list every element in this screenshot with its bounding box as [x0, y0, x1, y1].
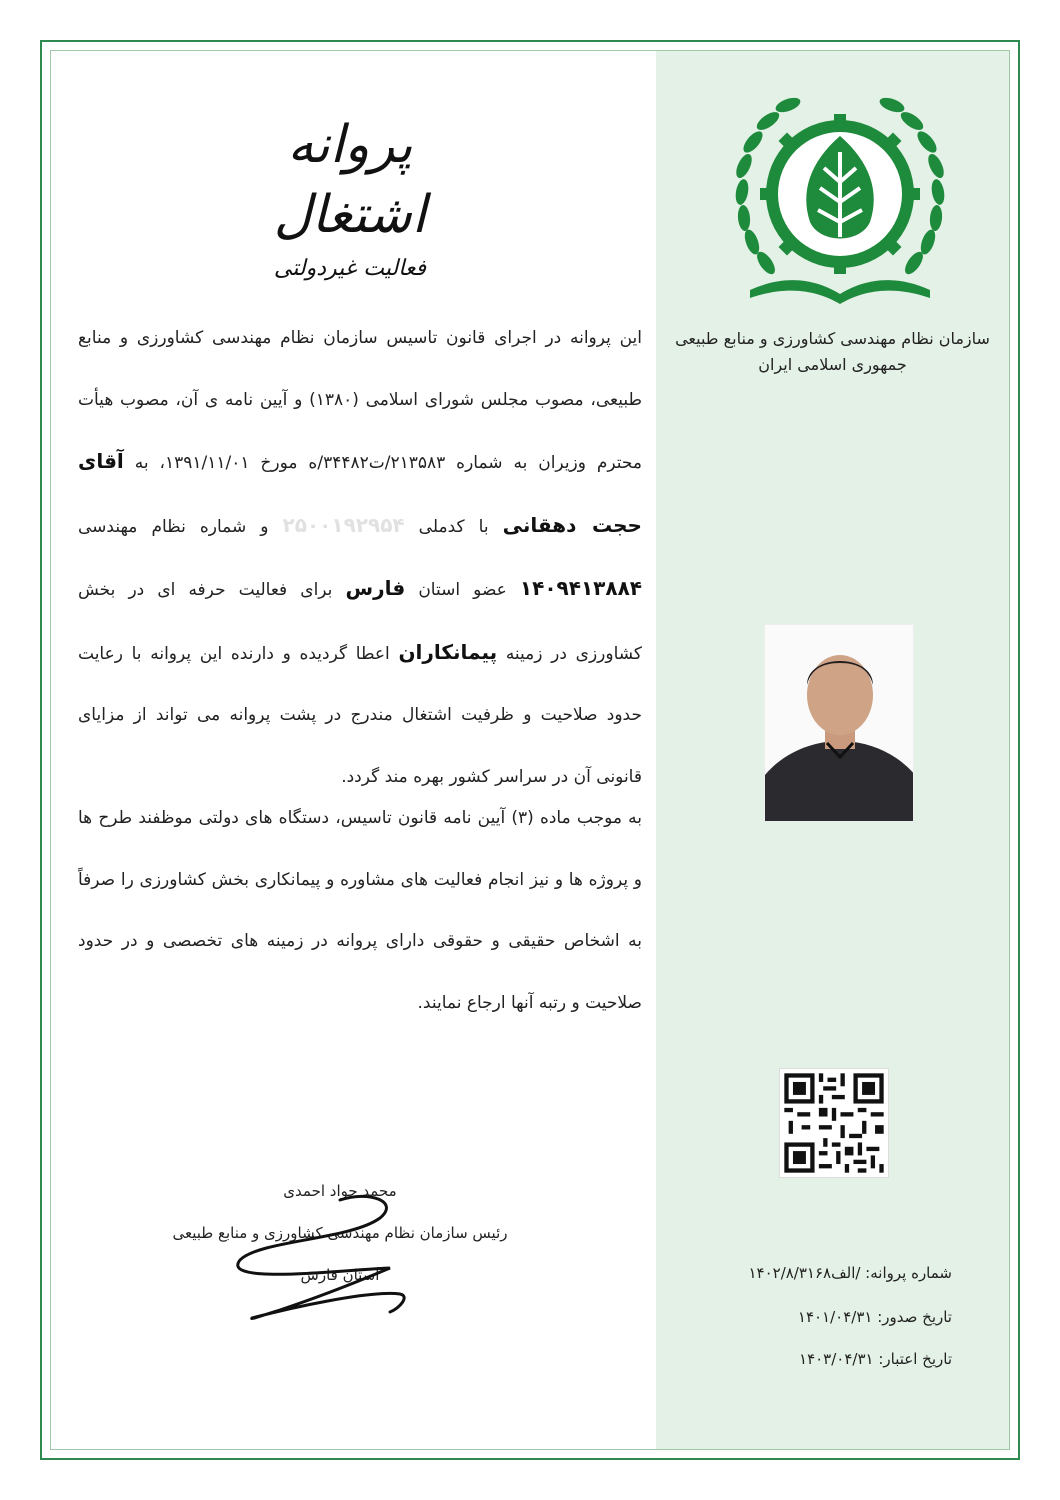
body-paragraph-1	[78, 308, 642, 808]
national-id: ۲۵۰۰۱۹۲۹۵۴	[282, 512, 405, 537]
organization-name-line2: جمهوری اسلامی ایران	[758, 355, 907, 374]
person-photo-icon	[765, 625, 914, 822]
title-block	[220, 110, 480, 286]
handwritten-signature	[200, 1190, 500, 1330]
body-text: و شماره نظام مهندسی	[78, 516, 269, 537]
signatory-province: استان فارس	[300, 1266, 380, 1284]
organization-name-line1: سازمان نظام مهندسی کشاورزی و منابع طبیعی	[675, 329, 990, 348]
body-text: این پروانه در اجرای قانون تاسیس سازمان نظام مهندسی کشاورزی و منابع طبیعی، مصوب مجلس شورای اسلامی (۱۳۸۰) و آیین نامه ی آن، مصوب هیأت محترم وزیران به شماره ۲۱۳۵۸۳/ت۳۴۴۸۲/ه مورخ ۱۳۹۱/۱۱/۰۱، به	[78, 328, 643, 473]
page-subtitle: فعالیت غیردولتی	[273, 256, 427, 281]
body-text: اعطا گردیده و دارنده این پروانه با رعایت حدود صلاحیت و ظرفیت اشتغال مندرج در پشت پروانه می تواند از مزایای قانونی آن در سراسر کشور بهره مند گردد.	[78, 643, 642, 787]
organization-name	[660, 326, 1005, 378]
engineering-number: ۱۴۰۹۴۱۳۸۸۴	[519, 576, 642, 600]
organization-logo	[720, 72, 960, 312]
holder-name: حجت دهقانی	[502, 512, 642, 537]
signatory-role: رئیس سازمان نظام مهندسی کشاورزی و منابع طبیعی	[172, 1224, 508, 1242]
province: فارس	[345, 576, 406, 600]
body-paragraph-2: به موجب ماده (۳) آیین نامه قانون تاسیس، دستگاه های دولتی موظفند طرح ها و پروژه ها و نیز انجام فعالیت های مشاوره و پیمانکاری بخش کشاورزی را صرفاً به اشخاص حقیقی و حقوقی دارای پروانه در زمینه های تخصصی و در حدود صلاحیت و رتبه آنها ارجاع نمایند.	[78, 808, 642, 1013]
page-title: پروانه اشتغال	[273, 115, 427, 245]
signatory-name: محمد جواد احمدی	[283, 1182, 397, 1200]
body-text: برای فعالیت حرفه ای در بخش کشاورزی در زمینه	[78, 580, 643, 664]
expiry-date: تاریخ اعتبار: ۱۴۰۳/۰۴/۳۱	[799, 1350, 952, 1368]
issue-date: تاریخ صدور: ۱۴۰۱/۰۴/۳۱	[797, 1308, 952, 1326]
body-text: عضو استان	[418, 580, 507, 600]
title-word: آقای	[78, 449, 124, 473]
book-icon	[750, 280, 930, 304]
license-number: شماره پروانه: /الف۱۴۰۲/۸/۳۱۶۸	[748, 1264, 952, 1282]
holder-photo	[764, 624, 914, 822]
qr-code-icon	[779, 1068, 889, 1178]
field: پیمانکاران	[398, 639, 498, 664]
body-text: با کدملی	[418, 516, 489, 537]
